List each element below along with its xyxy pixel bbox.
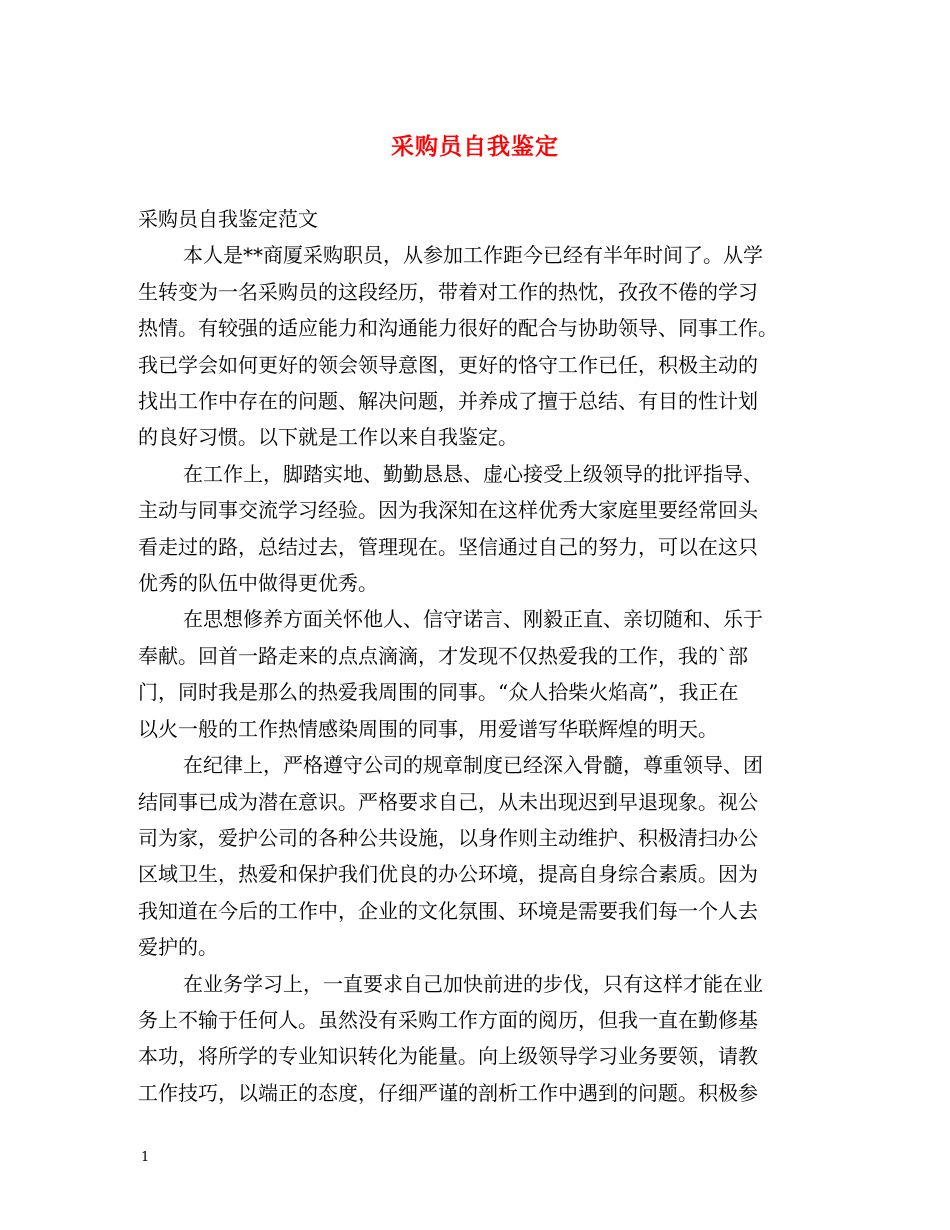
paragraph-line: 工作技巧，以端正的态度，仔细严谨的剖析工作中遇到的问题。积极参 [138,1080,758,1105]
document-title: 采购员自我鉴定 [391,133,559,160]
paragraph-line: 在工作上，脚踏实地、勤勤恳恳、虚心接受上级领导的批评指导、 [183,461,763,486]
paragraph-line: 务上不输于任何人。虽然没有采购工作方面的阅历，但我一直在勤修基 [138,1007,758,1032]
paragraph-line: 结同事已成为潜在意识。严格要求自己，从未出现迟到早退现象。视公 [138,789,758,814]
paragraph-line: 门，同时我是那么的热爱我周围的同事。“众人拾柴火焰高”，我正在 [138,680,739,705]
paragraph-line: 我知道在今后的工作中，企业的文化氛围、环境是需要我们每一个人去 [138,898,758,923]
paragraph-line: 在思想修养方面关怀他人、信守诺言、刚毅正直、亲切随和、乐于 [183,607,763,632]
document-body [138,201,838,1111]
paragraph-line: 区域卫生，热爱和保护我们优良的办公环境，提高自身综合素质。因为 [138,862,758,887]
paragraph-line: 奉献。回首一路走来的点点滴滴，才发现不仅热爱我的工作，我的`部 [138,643,748,668]
paragraph-line: 优秀的队伍中做得更优秀。 [138,571,378,596]
paragraph-line: 的良好习惯。以下就是工作以来自我鉴定。 [138,425,518,450]
document-subtitle: 采购员自我鉴定范文 [138,207,318,231]
paragraph-3 [138,601,838,747]
paragraph-4 [138,747,838,965]
paragraph-line: 生转变为一名采购员的这段经历，带着对工作的热忱，孜孜不倦的学习 [138,279,758,304]
paragraph-2 [138,456,838,602]
paragraph-line: 在业务学习上，一直要求自己加快前进的步伐，只有这样才能在业 [183,971,763,996]
paragraph-line: 司为家，爱护公司的各种公共设施，以身作则主动维护、积极清扫办公 [138,825,758,850]
paragraph-line: 以火一般的工作热情感染周围的同事，用爱谱写华联辉煌的明天。 [138,716,718,741]
paragraph-line: 我已学会如何更好的领会领导意图，更好的恪守工作已任，积极主动的 [138,352,758,377]
paragraph-line: 爱护的。 [138,935,218,960]
paragraph-line: 主动与同事交流学习经验。因为我深知在这样优秀大家庭里要经常回头 [138,498,758,523]
paragraph-line: 看走过的路，总结过去，管理现在。坚信通过自己的努力，可以在这只 [138,534,758,559]
paragraph-5 [138,966,838,1112]
paragraph-line: 本人是**商厦采购职员，从参加工作距今已经有半年时间了。从学 [183,243,763,268]
paragraph-line: 热情。有较强的适应能力和沟通能力很好的配合与协助领导、同事工作。 [138,316,778,341]
paragraph-line: 找出工作中存在的问题、解决问题，并养成了擅于总结、有目的性计划 [138,389,758,414]
paragraph-line: 本功，将所学的专业知识转化为能量。向上级领导学习业务要领，请教 [138,1044,758,1069]
page-number: 1 [141,1150,150,1165]
paragraph-1 [138,237,838,455]
paragraph-line: 在纪律上，严格遵守公司的规章制度已经深入骨髓，尊重领导、团 [183,753,763,778]
